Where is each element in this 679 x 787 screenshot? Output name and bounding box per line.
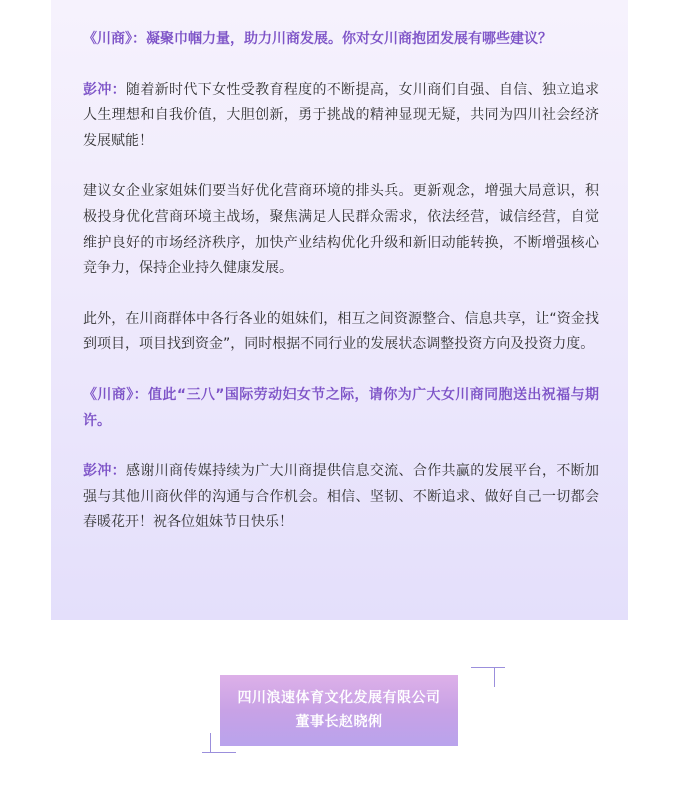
answer-2-paragraph-1	[83, 459, 599, 536]
deco-line-top-vertical	[494, 667, 495, 687]
speaker-label: 彭冲：	[83, 81, 127, 98]
interview-panel	[51, 0, 628, 620]
signature-company: 四川浪速体育文化发展有限公司	[237, 690, 441, 706]
interview-content	[83, 27, 599, 561]
deco-line-top-horizontal	[471, 667, 505, 668]
signature-title: 董事长赵晓俐	[295, 714, 383, 730]
answer-1-paragraph-2: 建议女企业家姐妹们要当好优化营商环境的排头兵。更新观念，增强大局意识，积极投身优化营商环境主战场，聚焦满足人民群众需求，依法经营，诚信经营，自觉维护良好的市场经济秩序，加快产业结构优化升级和新旧动能转换，不断增强核心竞争力，保持企业持久健康发展。	[83, 183, 599, 277]
answer-text: 随着新时代下女性受教育程度的不断提高，女川商们自强、自信、独立追求人生理想和自我价值，大胆创新，勇于挑战的精神显现无疑，共同为四川社会经济发展赋能！	[83, 81, 600, 149]
deco-line-bottom-vertical	[210, 733, 211, 753]
answer-1-paragraph-1	[83, 78, 599, 155]
question-1: 《川商》：凝聚巾帼力量，助力川商发展。你对女川商抱团发展有哪些建议？	[83, 31, 552, 47]
question-2: 《川商》：值此“三八”国际劳动妇女节之际，请你为广大女川商同胞送出祝福与期许。	[83, 386, 599, 429]
answer-1-paragraph-3: 此外，在川商群体中各行各业的姐妹们，相互之间资源整合、信息共享，让“资金找到项目，项目找到资金”，同时根据不同行业的发展状态调整投资方向及投资力度。	[83, 310, 599, 353]
signature-block	[220, 675, 458, 746]
speaker-label: 彭冲：	[83, 463, 127, 480]
deco-line-bottom-horizontal	[202, 752, 236, 753]
answer-text: 感谢川商传媒持续为广大川商提供信息交流、合作共赢的发展平台，不断加强与其他川商伙伴的沟通与合作机会。相信、坚韧、不断追求、做好自己一切都会春暖花开！祝各位姐妹节日快乐！	[83, 463, 600, 531]
